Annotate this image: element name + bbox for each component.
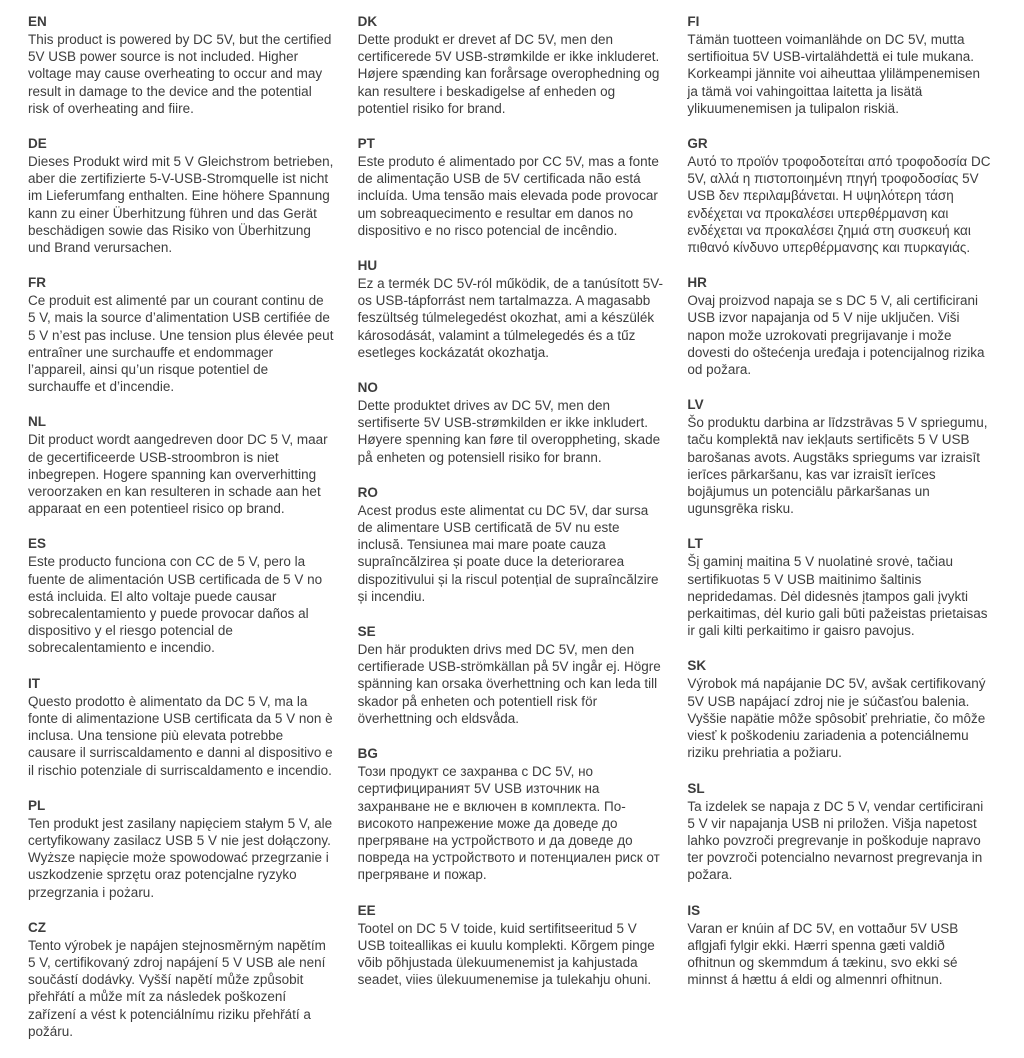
lang-section-pl xyxy=(28,797,335,901)
lang-section-ee xyxy=(358,902,665,989)
lang-section-dk xyxy=(358,13,665,117)
lang-code-is: IS xyxy=(687,902,701,918)
lang-text-se: Den här produkten drivs med DC 5V, men den certifierade USB-strömkällan på 5V ingår ej. Högre spänning kan orsaka överhettning och kan leda till skador på enheten och potentiell risk för överhettning och eldsvåda. xyxy=(357,642,661,726)
lang-code-gr: GR xyxy=(687,136,708,152)
lang-section-se xyxy=(358,623,665,727)
lang-code-no: NO xyxy=(357,380,378,396)
lang-code-en: EN xyxy=(28,14,47,29)
lang-text-lv: Šo produktu darbina ar līdzstrāvas 5 V spriegumu, taču komplektā nav iekļauts sertificēts 5 V USB barošanas avots. Augstāks spriegums var izraisīt ierīces pārkaršanu, kas var izraisīt ierīces bojājumus un potenciālu pārkaršanas un ugunsgrēka risku. xyxy=(687,415,988,517)
lang-section-cz xyxy=(28,919,335,1040)
lang-section-no xyxy=(358,379,665,466)
lang-text-it: Questo prodotto è alimentato da DC 5 V, ma la fonte di alimentazione USB certificata da 5 V non è inclusa. Una tensione più elevata potrebbe causare il surriscaldamento e danni al dispositivo e il rischio potenziale di surriscaldamento e incendio. xyxy=(28,693,333,778)
lang-text-pt: Este produto é alimentado por CC 5V, mas a fonte de alimentação USB de 5V certificada não está incluída. Uma tensão mais elevada pode provocar um sobreaquecimento e resultar em danos no dispositivo e no risco potencial de incêndio. xyxy=(357,154,659,238)
lang-section-sl xyxy=(687,780,994,884)
lang-text-hu: Ez a termék DC 5V-ról működik, de a tanúsított 5V-os USB-tápforrást nem tartalmazza. A magasabb feszültség túlmelegedést okozhat, ami a készülék károsodását, valamint a túlmelegedés és a tűz esetleges kockázatát okozhatja. xyxy=(357,276,664,360)
lang-text-dk: Dette produkt er drevet af DC 5V, men den certificerede 5V USB-strømkilde er ikke inkluderet. Højere spænding kan forårsage overophedning og kan resultere i beskadigelse af enheden og potentiel risiko for brand. xyxy=(357,32,660,116)
lang-section-it xyxy=(28,675,335,779)
lang-text-de: Dieses Produkt wird mit 5 V Gleichstrom betrieben, aber die zertifizierte 5-V-USB-Stromquelle ist nicht im Lieferumfang enthalten. Eine höhere Spannung kann zu einer Überhitzung führen und das Gerät beschädigen sowie das Risiko von Überhitzung und Brand verursachen. xyxy=(28,154,334,256)
lang-code-se: SE xyxy=(357,624,376,640)
lang-section-ro xyxy=(358,484,665,605)
lang-section-fi xyxy=(687,13,994,117)
lang-code-hr: HR xyxy=(687,275,707,291)
lang-text-ee: Tootel on DC 5 V toide, kuid sertifitseeritud 5 V USB toiteallikas ei kuulu komplekti. Kõrgem pinge võib põhjustada ülekuumenemist ja kahjustada seadet, viies ülekuumenemise ja tulekahju ohuni. xyxy=(357,920,655,988)
lang-code-fi: FI xyxy=(687,14,700,29)
lang-section-sk xyxy=(687,657,994,761)
lang-code-dk: DK xyxy=(357,14,378,29)
lang-code-ro: RO xyxy=(357,484,378,500)
lang-code-lv: LV xyxy=(687,397,704,413)
lang-section-lv xyxy=(687,396,994,517)
lang-text-sk: Výrobok má napájanie DC 5V, avšak certifikovaný 5V USB napájací zdroj nie je súčasťou balenia. Vyššie napätie môže spôsobiť prehriatie, čo môže viesť k poškodeniu zariadenia a potenciálnemu riziku prehriatia a požiaru. xyxy=(687,676,986,761)
lang-text-gr: Αυτό το προϊόν τροφοδοτείται από τροφοδοσία DC 5V, αλλά η πιστοποιημένη πηγή τροφοδοσίας 5V USB δεν περιλαμβάνεται. Η υψηλότερη τάση ενδέχεται να προκαλέσει υπερθέρμανση και ενδέχεται να προκαλέσει ζημιά στη συσκευή και πιθανό κίνδυνο υπερθέρμανσης και πυρκαγιάς. xyxy=(687,154,991,256)
lang-section-lt xyxy=(687,535,994,639)
lang-code-cz: CZ xyxy=(28,919,46,935)
lang-code-es: ES xyxy=(28,536,47,552)
lang-section-de xyxy=(28,135,335,256)
lang-section-pt xyxy=(358,135,665,239)
column-1 xyxy=(28,13,335,1058)
column-3 xyxy=(687,13,994,1058)
lang-section-hr xyxy=(687,274,994,378)
lang-text-sl: Ta izdelek se napaja z DC 5 V, vendar certificirani 5 V vir napajanja USB ni priložen. Višja napetost lahko povzroči pregrevanje in poškoduje napravo ter povzroči potencialno nevarnost pregrevanja in požara. xyxy=(687,798,984,883)
column-2 xyxy=(358,13,665,1058)
lang-code-sk: SK xyxy=(687,658,707,674)
lang-section-gr xyxy=(687,135,994,256)
lang-text-pl: Ten produkt jest zasilany napięciem stałym 5 V, ale certyfikowany zasilacz USB 5 V nie jest dołączony. Wyższe napięcie może spowodować przegrzanie i uszkodzenie sprzętu oraz potencjalne ryzyko przegrzania i pożaru. xyxy=(28,815,333,900)
lang-code-sl: SL xyxy=(687,780,705,796)
lang-text-nl: Dit product wordt aangedreven door DC 5 V, maar de gecertificeerde USB-stroombron is niet inbegrepen. Hogere spanning kan oververhitting veroorzaken en kan resulteren in schade aan het apparaat en een potentieel risico op brand. xyxy=(28,432,328,517)
lang-code-nl: NL xyxy=(28,414,46,430)
lang-text-fr: Ce produit est alimenté par un courant continu de 5 V, mais la source d’alimentation USB certifiée de 5 V n’est pas incluse. Une tension plus élevée peut entraîner une surchauffe et endommager l’appareil, ainsi qu’un risque potentiel de surchauffe et d’incendie. xyxy=(28,293,334,395)
lang-section-en xyxy=(28,13,335,117)
lang-text-lt: Šį gaminį maitina 5 V nuolatinė srovė, tačiau sertifikuotas 5 V USB maitinimo šaltinis nepridedamas. Dėl didesnės įtampos gali įvykti perkaitimas, dėl kurio gali būti pažeistas prietaisas ir gali kilti perkaitimo ir gaisro pavojus. xyxy=(687,554,988,639)
lang-code-pt: PT xyxy=(357,136,375,152)
lang-text-is: Varan er knúin af DC 5V, en vottaður 5V USB aflgjafi fylgir ekki. Hærri spenna gæti valdið ofhitnun og skemmdum á tækinu, svo ekki sé minnst á hættu á eldi og almennri ofhitnun. xyxy=(687,920,959,988)
lang-code-lt: LT xyxy=(687,536,703,552)
lang-text-no: Dette produktet drives av DC 5V, men den sertifiserte 5V USB-strømkilden er ikke inkludert. Høyere spenning kan føre til overoppheting, skade på enheten og potensiell risiko for brann. xyxy=(357,398,661,465)
lang-code-ee: EE xyxy=(357,902,376,918)
lang-text-en: This product is powered by DC 5V, but the certified 5V USB power source is not included. Higher voltage may cause overheating to occur and may result in damage to the device and the potential risk of overheating and fiire. xyxy=(28,32,332,116)
lang-code-hu: HU xyxy=(357,258,378,274)
lang-text-fi: Tämän tuotteen voimanlähde on DC 5V, mutta sertifioitua 5V USB-virtalähdettä ei tule mukana. Korkeampi jännite voi aiheuttaa ylilämpenemisen ja tämä voi vahingoittaa laitetta ja lisätä ylikuumenemisen ja tulipalon riskiä. xyxy=(687,32,981,116)
lang-section-hu xyxy=(358,257,665,361)
lang-text-bg: Този продукт се захранва с DC 5V, но сертифицираният 5V USB източник на захранване не е включен в комплекта. По-високото напрежение може да доведе до прегряване на устройството и да доведе до повреда на устройството и потенциален риск от прегряване и пожар. xyxy=(357,764,660,883)
lang-code-pl: PL xyxy=(28,797,46,813)
lang-code-it: IT xyxy=(28,675,40,691)
lang-text-cz: Tento výrobek je napájen stejnosměrným napětím 5 V, certifikovaný zdroj napájení 5 V USB ale není součástí dodávky. Vyšší napětí může způsobit přehřátí a může mít za následek poškození zařízení a vést k potenciálnímu riziku přehřátí a požáru. xyxy=(28,937,326,1039)
lang-section-fr xyxy=(28,274,335,395)
lang-text-ro: Acest produs este alimentat cu DC 5V, dar sursa de alimentare USB certificată de 5V nu este inclusă. Tensiunea mai mare poate cauza supraîncălzirea și poate duce la deteriorarea dispozitivului și la riscul potențial de supraîncălzire și incendiu. xyxy=(357,502,659,604)
lang-section-is xyxy=(687,902,994,989)
lang-text-es: Este producto funciona con CC de 5 V, pero la fuente de alimentación USB certificada de 5 V no está incluida. El alto voltaje puede causar sobrecalentamiento y puede provocar daños al dispositivo y el riesgo potencial de sobrecalentamiento e incendio. xyxy=(28,554,323,656)
lang-text-hr: Ovaj proizvod napaja se s DC 5 V, ali certificirani USB izvor napajanja od 5 V nije uključen. Viši napon može uzrokovati pregrijavanje i može dovesti do oštećenja uređaja i potencijalnog rizika od požara. xyxy=(687,293,985,378)
lang-section-es xyxy=(28,535,335,656)
lang-code-fr: FR xyxy=(28,275,46,291)
lang-code-bg: BG xyxy=(357,746,378,762)
lang-section-bg xyxy=(358,745,665,883)
lang-code-de: DE xyxy=(28,136,47,152)
lang-section-nl xyxy=(28,413,335,517)
